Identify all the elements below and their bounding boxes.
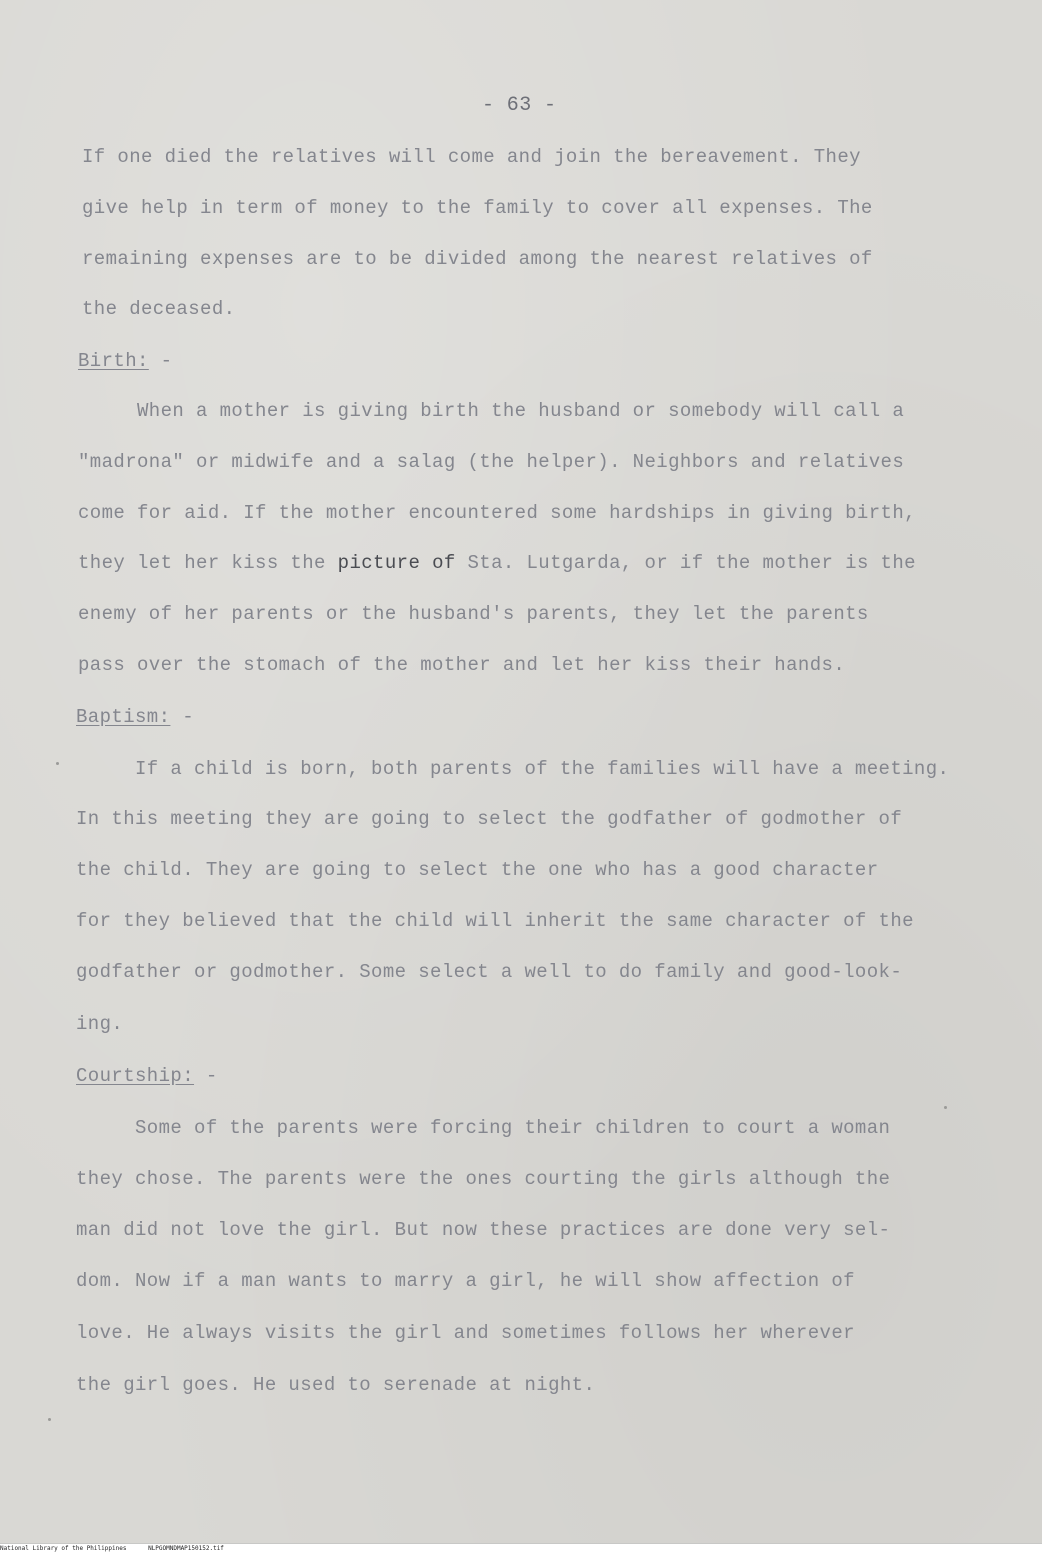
text-segment: they let her kiss the xyxy=(78,552,338,574)
text-line: love. He always visits the girl and sometimes follows her wherever xyxy=(76,1322,855,1344)
heading-dash: - xyxy=(194,1065,218,1087)
text-line: ing. xyxy=(76,1013,124,1035)
section-heading-courtship xyxy=(76,1067,218,1086)
text-line: man did not love the girl. But now these practices are done very sel- xyxy=(76,1219,891,1241)
footer-filename: NLPGOMNDMAP150152.tif xyxy=(148,1545,224,1552)
text-line: the deceased. xyxy=(82,298,236,320)
text-line: pass over the stomach of the mother and let her kiss their hands. xyxy=(78,654,846,676)
text-line: the child. They are going to select the one who has a good character xyxy=(76,859,879,881)
text-line: give help in term of money to the family to cover all expenses. The xyxy=(82,197,873,219)
scan-footer xyxy=(0,1544,1042,1553)
heading-dash: - xyxy=(148,350,173,372)
text-line: godfather or godmother. Some select a well to do family and good-look- xyxy=(76,961,903,983)
text-line: remaining expenses are to be divided among the nearest relatives of xyxy=(82,248,873,270)
text-line: In this meeting they are going to select the godfather of godmother of xyxy=(76,808,903,830)
text-line: the girl goes. He used to serenade at night. xyxy=(76,1374,596,1396)
text-line: dom. Now if a man wants to marry a girl, he will show affection of xyxy=(76,1270,855,1292)
text-line: come for aid. If the mother encountered some hardships in giving birth, xyxy=(78,502,916,524)
paper-speck xyxy=(944,1106,947,1109)
heading-label: Courtship: xyxy=(76,1065,195,1087)
section-heading-birth xyxy=(78,352,172,371)
text-line: enemy of her parents or the husband's parents, they let the parents xyxy=(78,603,869,625)
text-line: If one died the relatives will come and join the bereavement. They xyxy=(82,146,861,168)
text-line: they chose. The parents were the ones courting the girls although the xyxy=(76,1168,891,1190)
retyped-emphasis: picture of xyxy=(337,552,456,574)
heading-dash: - xyxy=(170,706,195,728)
text-line: When a mother is giving birth the husband or somebody will call a xyxy=(78,400,905,422)
section-heading-baptism xyxy=(76,708,194,727)
footer-library: National Library of the Philippines xyxy=(0,1545,127,1552)
text-line: "madrona" or midwife and a salag (the helper). Neighbors and relatives xyxy=(78,451,905,473)
page-number: - 63 - xyxy=(482,94,557,117)
text-segment: Sta. Lutgarda, or if the mother is the xyxy=(455,552,916,574)
text-line: Some of the parents were forcing their children to court a woman xyxy=(76,1117,891,1139)
paper-speck xyxy=(56,762,59,765)
heading-label: Birth: xyxy=(78,350,149,372)
text-line xyxy=(78,554,916,573)
paper-speck xyxy=(48,1418,51,1421)
heading-label: Baptism: xyxy=(76,706,171,728)
text-line: If a child is born, both parents of the families will have a meeting. xyxy=(76,758,950,780)
text-line: for they believed that the child will inherit the same character of the xyxy=(76,910,914,932)
